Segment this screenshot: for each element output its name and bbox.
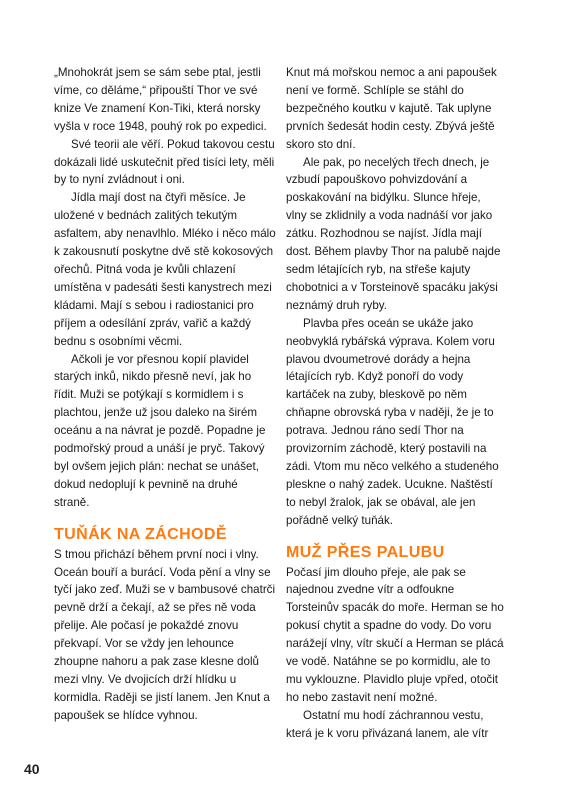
paragraph: „Mnohokrát jsem se sám sebe ptal, jestli víme, co děláme,“ připouští Thor ve své knize Ve znamení Kon-Tiki, která norsky vyšla v roce 1948, pouhý rok po expedici.	[54, 66, 267, 133]
section-heading: MUŽ PŘES PALUBU	[286, 543, 445, 561]
paragraph: Knut má mořskou nemoc a ani papoušek není ve formě. Schlíple se stáhl do bezpečného koutku v kajutě. Tak uplyne prvních šedesát hodin cesty. Zbývá ještě skoro sto dní.	[286, 66, 497, 151]
paragraph: Plavba přes oceán se ukáže jako neobvyklá rybářská výprava. Kolem voru plavou dvoumetrové dorády a hejna létajících ryb. Když ponoří do vody kartáček na zuby, bleskově po něm chňapne obrovská ryba v naději, že je to potrava. Jednou ráno sedí Thor na provizorním záchodě, který postavili na zádi. Vtom mu něco velkého a studeného pleskne o nahý zadek. Ucukne. Naštěstí to nebyl žralok, jak se obával, ale jen pořádně velký tuňák.	[286, 316, 499, 527]
paragraph: Své teorii ale věří. Pokud takovou cestu dokázali lidé uskutečnit před tisíci lety, měli by to nyní zvládnout i oni.	[54, 137, 275, 187]
paragraph: Počasí jim dlouho přeje, ale pak se najednou zvedne vítr a odfoukne Torsteinův spacák do moře. Herman se ho pokusí chytit a spadne do vody. Do voru narážejí vlny, vítr skučí a Herman se plácá ve vodě. Natáhne se po kormidlu, ale to mu vyklouzne. Plavidlo pluje vpřed, otočit ho nebo zastavit není možné.	[286, 565, 504, 704]
left-column	[54, 64, 276, 725]
right-column	[286, 64, 504, 743]
page-number: 40	[24, 761, 40, 777]
paragraph: Ačkoli je vor přesnou kopií plavidel starých inků, nikdo přesně neví, jak ho řídit. Muži se potýkají s kormidlem i s plachtou, jenže už jsou daleko na širém oceánu a na návrat je pozdě. Popadne je podmořský proud a unáší je pryč. Takový byl ovšem jejich plán: nechat se unášet, dokud nedoplují k pevnině na druhé straně.	[54, 352, 266, 509]
paragraph: Jídla mají dost na čtyři měsíce. Je uložené v bednách zalitých tekutým asfaltem, aby nenavlhlo. Mléko i něco málo k zakousnutí poskytne dvě stě kokosových ořechů. Pitná voda je kvůli chlazení umístěna v padesáti šesti kanystrech mezi kládami. Mají s sebou i radiostanici pro příjem a odesílání zpráv, vařič a každý bednu s osobními věcmi.	[54, 191, 276, 348]
paragraph: Ale pak, po necelých třech dnech, je vzbudí papouškovo pohvizdování a poskakování na bidýlku. Slunce hřeje, vlny se zklidnily a voda nadnáší vor jako zátku. Rozhodnou se najíst. Jídla mají dost. Během plavby Thor na palubě najde sedm létajících ryb, na střeše kajuty chobotnici a v Torsteinově spacáku jakýsi neznámý druh ryby.	[286, 155, 501, 312]
section-heading: TUŇÁK NA ZÁCHODĚ	[54, 525, 227, 543]
paragraph: S tmou přichází během první noci i vlny. Oceán bouří a burácí. Voda pění a vlny se tyčí jako zeď. Muži se v bambusové chatrči pevně drží a čekají, až se přes ně voda přelije. Ale počasí je pokaždé znovu překvapí. Vor se vždy jen lehounce zhoupne nahoru a pak zase klesne dolů mezi vlny. Ve dvojicích drží hlídku u kormidla. Raději se jistí lanem. Jen Knut a papoušek se hlídce vyhnou.	[54, 547, 276, 722]
paragraph: Ostatní mu hodí záchrannou vestu, která je k voru přivázaná lanem, ale vítr	[286, 708, 489, 740]
